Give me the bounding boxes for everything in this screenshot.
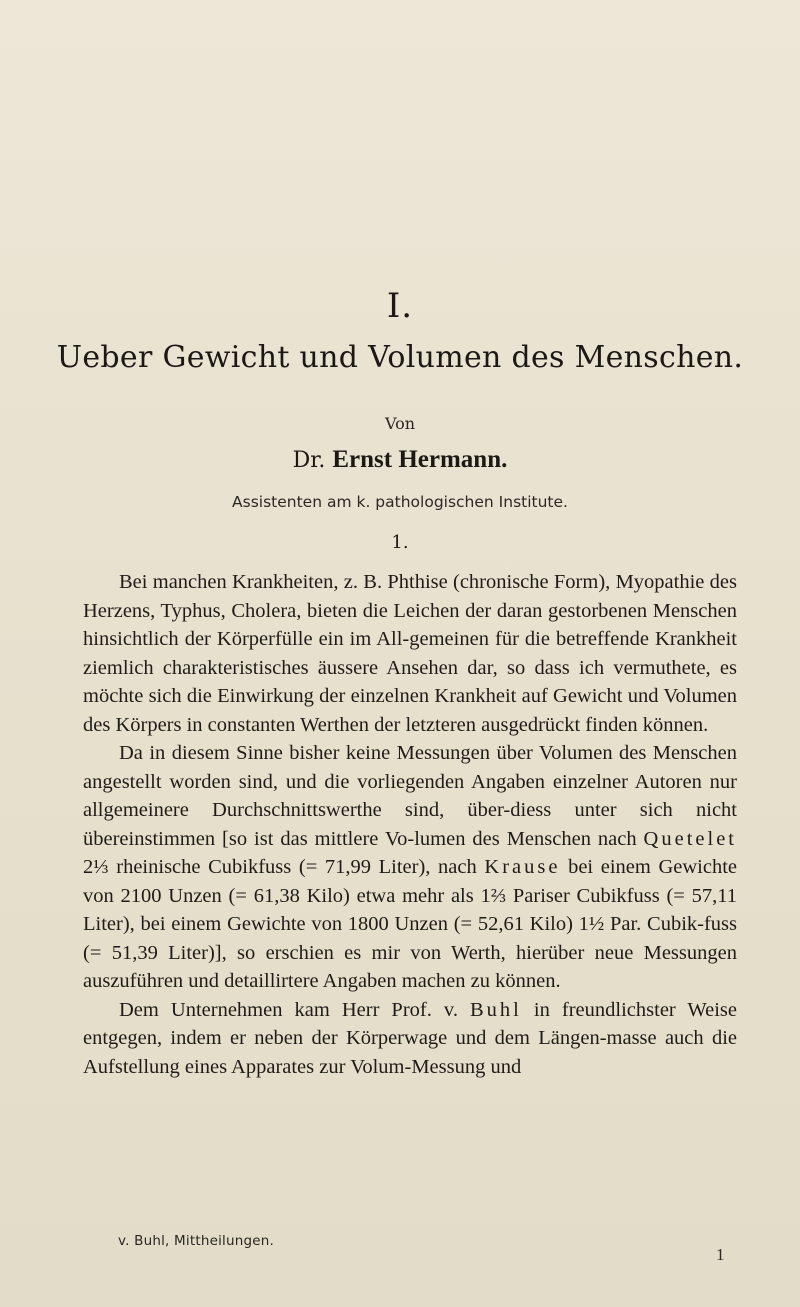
name-quetelet: Quetelet bbox=[643, 827, 737, 850]
paragraph-3-part-2: in freundlichster Weise entgegen, indem er neben der Körperwage und dem Längen-masse auch die Aufstellung eines Apparates zur Volum-Messung und bbox=[83, 998, 737, 1078]
paragraph-2 bbox=[83, 739, 737, 996]
signature-number: 1 bbox=[716, 1245, 725, 1264]
body-text bbox=[83, 568, 737, 1081]
running-footnote: v. Buhl, Mittheilungen. bbox=[118, 1233, 275, 1249]
name-buhl: Buhl bbox=[470, 998, 522, 1021]
by-line: Von bbox=[384, 414, 416, 433]
author-affiliation: Assistenten am k. pathologischen Institute. bbox=[232, 493, 568, 511]
page-title: Ueber Gewicht und Volumen des Menschen. bbox=[56, 340, 744, 375]
paragraph-2-part-1: Da in diesem Sinne bisher keine Messungen über Volumen des Menschen angestellt worden sind, und die vorliegenden Angaben einzelner Autoren nur allgemeinere Durchschnittswerthe sind, über-diess unter sich nicht übereinstimmen [so ist das mittlere Vo-lumen des Menschen nach bbox=[83, 742, 737, 850]
author-prefix: Dr. bbox=[292, 448, 326, 473]
paragraph-2-part-2: 2⅓ rheinische Cubikfuss (= 71,99 Liter), nach bbox=[83, 856, 477, 878]
chapter-number: I. bbox=[386, 286, 414, 326]
author-name: Ernst Hermann. bbox=[332, 446, 508, 473]
paragraph-3-part-1: Dem Unternehmen kam Herr Prof. v. bbox=[119, 998, 458, 1021]
author-line bbox=[0, 446, 800, 474]
paragraph-1: Bei manchen Krankheiten, z. B. Phthise (chronische Form), Myopathie des Herzens, Typhus, Cholera, bieten die Leichen der daran gestorbenen Menschen hinsichtlich der Körperfülle ein im All-gemeinen für die betreffende Krankheit ziemlich charakteristisches äussere Ansehen dar, so dass ich vermuthete, es möchte sich die Einwirkung der einzelnen Krankheit auf Gewicht und Volumen des Körpers in constanten Werthen der letzteren ausgedrückt finden können. bbox=[83, 571, 737, 736]
name-krause: Krause bbox=[484, 856, 561, 878]
paragraph-3 bbox=[83, 996, 737, 1082]
paragraph-2-part-3: bei einem Gewichte von 2100 Unzen (= 61,38 Kilo) etwa mehr als 1⅔ Pariser Cubikfuss (= 57,11 Liter), bei einem Gewichte von 1800 Unzen (= 52,61 Kilo) 1½ Par. Cubik-fuss (= 51,39 Liter)], so erschien es mir von Werth, hierüber neue Messungen auszuführen und detaillirtere Angaben machen zu können. bbox=[83, 856, 738, 992]
section-number: 1. bbox=[391, 532, 409, 553]
